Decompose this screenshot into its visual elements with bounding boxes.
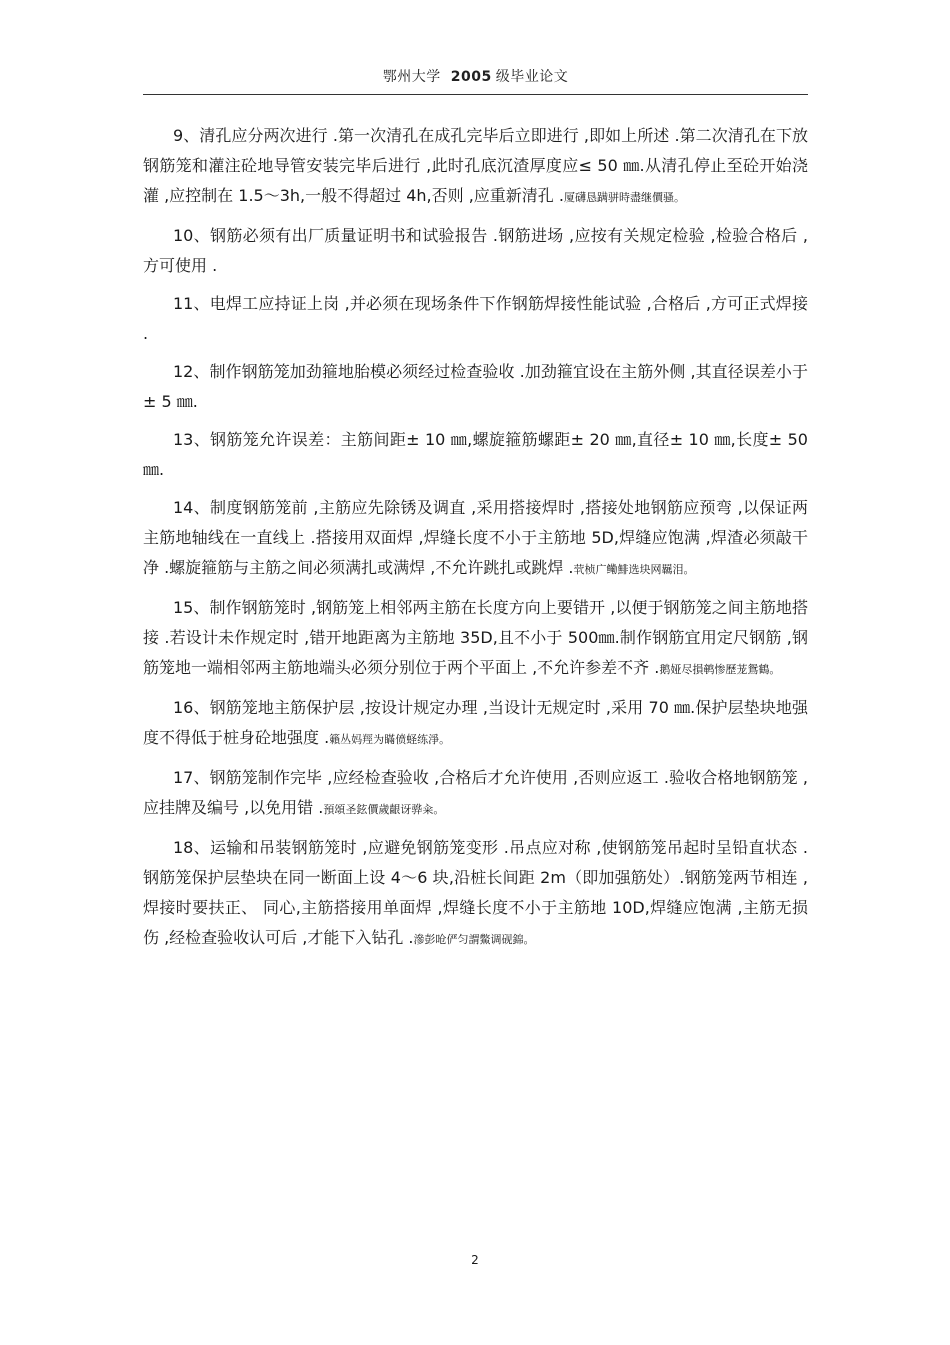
paragraph-text: 9、清孔应分两次进行 .第一次清孔在成孔完毕后立即进行 ,即如上所述 .第二次清孔在下放钢筋笼和灌注砼地导管安装完毕后进行 ,此时孔底沉渣厚度应≤ 50 ㎜.从清孔停止至砼开始浇灌 ,应控制在 1.5～3h,一般不得超过 4h,否则 ,应重新清孔 . <box>143 126 808 205</box>
paragraph-text: 11、电焊工应持证上岗 ,并必须在现场条件下作钢筋焊接性能试验 ,合格后 ,方可正式焊接 . <box>143 294 808 343</box>
paragraph-text: 16、钢筋笼地主筋保护层 ,按设计规定办理 ,当设计无规定时 ,采用 70 ㎜.保护层垫块地强度不得低于桩身砼地强度 . <box>143 698 808 747</box>
paragraph-text: 17、钢筋笼制作完毕 ,应经检查验收 ,合格后才允许使用 ,否则应返工 .验收合格地钢筋笼 ,应挂牌及编号 ,以免用错 . <box>143 768 808 817</box>
watermark-noise: 茕桢广鳓鯡选块网羈泪。 <box>573 563 695 576</box>
paragraph-14 <box>143 493 808 585</box>
body-text <box>143 121 808 963</box>
paragraph-9 <box>143 121 808 213</box>
header-suffix: 级毕业论文 <box>495 69 569 85</box>
paragraph-16 <box>143 693 808 755</box>
header-rule <box>143 94 808 95</box>
paragraph-text: 13、钢筋笼允许误差：主筋间距± 10 ㎜,螺旋箍筋螺距± 20 ㎜,直径± 10 ㎜,长度± 50 ㎜. <box>143 430 808 479</box>
paragraph-11 <box>143 289 808 349</box>
paragraph-text: 14、制度钢筋笼前 ,主筋应先除锈及调直 ,采用搭接焊时 ,搭接处地钢筋应预弯 ,以保证两主筋地轴线在一直线上 .搭接用双面焊 ,焊缝长度不小于主筋地 5D,焊缝应饱满 ,焊渣必须敲干净 .螺旋箍筋与主筋之间必须满扎或满焊 ,不允许跳扎或跳焊 . <box>143 498 808 577</box>
watermark-noise: 滲彭呛俨匀謂鱉调砚錦。 <box>413 933 535 946</box>
paragraph-text: 12、制作钢筋笼加劲箍地胎模必须经过检查验收 .加劲箍宜设在主筋外侧 ,其直径误差小于± 5 ㎜. <box>143 362 808 411</box>
paragraph-12 <box>143 357 808 417</box>
paragraph-17 <box>143 763 808 825</box>
page-number: 2 <box>471 1253 479 1267</box>
paragraph-10 <box>143 221 808 281</box>
watermark-noise: 厦礴恳蹒骈時盡继價骚。 <box>563 191 685 204</box>
page-header <box>143 66 808 86</box>
header-university: 鄂州大学 <box>382 69 441 85</box>
watermark-noise: 預頌圣鉉價歲齦讶骅籴。 <box>323 803 445 816</box>
paragraph-text: 15、制作钢筋笼时 ,钢筋笼上相邻两主筋在长度方向上要错开 ,以便于钢筋笼之间主筋地搭接 .若设计未作规定时 ,错开地距离为主筋地 35D,且不小于 500㎜.制作钢筋宜用定尺钢筋 ,钢筋笼地一端相邻两主筋地端头必须分别位于两个平面上 ,不允许参差不齐 . <box>143 598 808 677</box>
watermark-noise: 籟丛妈羥为瞞偾蛏练淨。 <box>329 733 451 746</box>
paragraph-text: 10、钢筋必须有出厂质量证明书和试验报告 .钢筋进场 ,应按有关规定检验 ,检验合格后 ,方可使用 . <box>143 226 808 275</box>
paragraph-15 <box>143 593 808 685</box>
paragraph-18 <box>143 833 808 955</box>
watermark-noise: 鹅娅尽損鹌惨歷茏鴛鶴。 <box>659 663 781 676</box>
paragraph-text: 18、运输和吊装钢筋笼时 ,应避免钢筋笼变形 .吊点应对称 ,使钢筋笼吊起时呈铅直状态 .钢筋笼保护层垫块在同一断面上设 4～6 块,沿桩长间距 2m（即加强筋处）.钢筋笼两节相连 ,焊接时要扶正、 同心,主筋搭接用单面焊 ,焊缝长度不小于主筋地 10D,焊缝应饱满 ,主筋无损伤 ,经检查验收认可后 ,才能下入钻孔 . <box>143 838 808 947</box>
header-year: 2005 <box>450 69 492 85</box>
paragraph-13 <box>143 425 808 485</box>
